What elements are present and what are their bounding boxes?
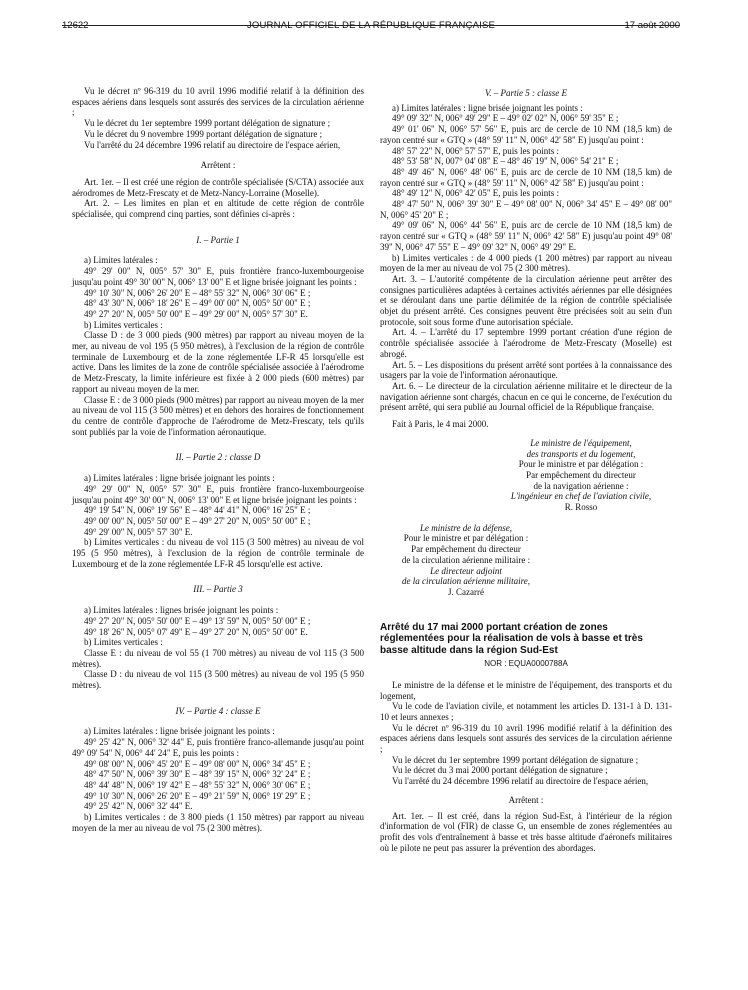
coordinate-line: 49° 01' 06" N, 006° 57' 56" E, puis arc de cercle de 10 NM (18,5 km) de rayon centré sur « GTQ » (48° 59' 11" N, 006° 42' 58" E) jusqu'au point : bbox=[380, 124, 672, 145]
coordinate-line: 49° 29' 00" N, 005° 57' 30" E. bbox=[84, 526, 193, 537]
section-heading: II. – Partie 2 : classe D bbox=[175, 452, 261, 463]
coordinate-line: 48° 49' 12" N, 006° 42' 05" E, puis les points : bbox=[392, 188, 560, 199]
coordinate-line: 48° 47' 50" N, 006° 39' 30" E – 48° 39' 15" N, 006° 32' 24" E ; bbox=[84, 769, 311, 780]
visa-paragraph: Vu le décret nº 96-319 du 10 avril 1996 modifié relatif à la définition des espaces aériens dans lesquels sont assurés des services de la circulation aérienne ; bbox=[380, 722, 672, 755]
subheading: a) Limites latérales : ligne brisée joignant les points : bbox=[392, 102, 583, 113]
page-number: 12622 bbox=[62, 20, 89, 31]
arretent-heading: Arrêtent : bbox=[200, 160, 236, 171]
body-paragraph: Classe D : du niveau de vol 115 (3 500 mètres) au niveau de vol 195 (5 950 mètres). bbox=[72, 669, 364, 691]
article-paragraph: Art. 1er. – Il est créé une région de contrôle spécialisée (S/CTA) associée aux aérodromes de Metz-Frescaty et de Metz-Nancy-Lorraine (Moselle). bbox=[72, 176, 364, 198]
coordinate-line: 49° 10' 30" N, 006° 26' 20" E – 49° 21' 59" N, 006° 19' 29" E ; bbox=[84, 790, 311, 801]
section-heading: III. – Partie 3 bbox=[193, 584, 243, 595]
signature-line: Par empêchement du directeur bbox=[411, 544, 521, 555]
signature-line: Pour le ministre et par délégation : bbox=[518, 459, 644, 470]
visa-paragraph: Le ministre de la défense et le ministre de l'équipement, des transports et du logement, bbox=[380, 679, 672, 701]
coordinate-line: 49° 09' 06" N, 006° 44' 56" E, puis arc de cercle de 10 NM (18,5 km) de rayon centré sur « GTQ » (48° 59' 11" N, 006° 42' 58" E) jusqu'au point 49° 08' 39" N, 006° 47' 55" E – 49° 09' 32" N, 006° 49' 29" E. bbox=[380, 220, 672, 252]
signature-block-defense bbox=[380, 523, 552, 598]
article-paragraph: Art. 2. – Les limites en plan et en altitude de cette région de contrôle spécialisée, qui comprend cinq parties, sont définies ci-après : bbox=[72, 198, 364, 220]
header-rule bbox=[62, 25, 680, 26]
visa-paragraph: Vu le décret du 3 mai 2000 portant délégation de signature ; bbox=[392, 765, 608, 776]
signature-line: Par empêchement du directeur bbox=[526, 469, 636, 480]
arretent-heading: Arrêtent : bbox=[508, 794, 544, 805]
signature-line: Pour le ministre et par délégation : bbox=[403, 533, 529, 544]
coordinate-line: 48° 53' 58" N, 007° 04' 08" E – 48° 46' 19" N, 006° 54' 21" E ; bbox=[392, 156, 619, 167]
page-header bbox=[62, 10, 680, 38]
visa-paragraph: Vu le décret du 9 novembre 1999 portant délégation de signature ; bbox=[84, 128, 323, 139]
body-paragraph: b) Limites verticales : de 3 800 pieds (1 150 mètres) par rapport au niveau moyen de la mer au niveau de vol 75 (2 300 mètres). bbox=[72, 812, 364, 833]
body-paragraph: Classe E : de 3 000 pieds (900 mètres) par rapport au niveau moyen de la mer au niveau de vol 115 (3 500 mètres) et en dehors des horaires de fonctionnement du centre de contrôle d'approche de l'aérodrome de Metz-Frescaty, tels qu'ils sont publiés par la voie de l'information aéronautique. bbox=[72, 394, 364, 437]
visa-paragraph: Vu le décret du 1er septembre 1999 portant délégation de signature ; bbox=[392, 754, 639, 765]
article-paragraph: Art. 5. – Les dispositions du présent arrêté sont portées à la connaissance des usagers par la voie de l'information aéronautique. bbox=[380, 359, 672, 381]
body-paragraph: Classe D : de 3 000 pieds (900 mètres) par rapport au niveau moyen de la mer, au niveau de vol 195 (5 950 mètres), à l'exclusion de la région de contrôle terminale de Luxembourg et de la zone réglementée LF-R 45 lorsqu'elle est active. Dans les limites de la zone de contrôle spécialisée associée à l'aérodrome de Metz-Frescaty, la limite inférieure est fixée à 2 000 pieds (600 mètres) par rapport au niveau moyen de la mer. bbox=[72, 330, 364, 394]
subheading: a) Limites latérales : lignes brisée joignant les points : bbox=[84, 605, 279, 616]
coordinate-line: 48° 57' 22" N, 006° 57' 57" E, puis les points : bbox=[392, 145, 560, 156]
signature-line: Le ministre de la défense, bbox=[420, 522, 512, 533]
subheading: b) Limites verticales : bbox=[84, 319, 163, 330]
publication-date: 17 août 2000 bbox=[624, 20, 680, 31]
visa-paragraph: Vu l'arrêté du 24 décembre 1996 relatif au directoire de l'espace aérien, bbox=[84, 139, 341, 150]
coordinate-line: 49° 25' 42" N, 006° 32' 44" E, puis frontière franco-allemande jusqu'au point 49° 09' 54" N, 006° 44' 24" E, puis les points : bbox=[72, 737, 364, 758]
signatory-name: R. Rosso bbox=[564, 502, 598, 513]
visa-paragraph: Vu l'arrêté du 24 décembre 1996 relatif au directoire de l'espace aérien, bbox=[392, 776, 649, 787]
visa-paragraph: Vu le décret du 1er septembre 1999 portant délégation de signature ; bbox=[84, 118, 331, 129]
body-paragraph: b) Limites verticales : du niveau de vol 115 (3 500 mètres) au niveau de vol 195 (5 950 mètres), à l'exclusion de la région de contrôle terminale de Luxembourg et de la zone réglementée LF-R 45 lorsqu'elle est active. bbox=[72, 537, 364, 569]
coordinate-line: 48° 47' 50" N, 006° 39' 30" E – 49° 08' 00" N, 006° 34' 45" E – 49° 08' 00" N, 006° 45' 20" E ; bbox=[380, 199, 672, 220]
signature-place-date: Fait à Paris, le 4 mai 2000. bbox=[392, 419, 489, 430]
coordinate-line: 49° 29' 00" N, 005° 57' 30" E, puis frontière franco-luxembourgeoise jusqu'au point 49° 30' 00" N, 006° 13' 00" E et ligne brisée joignant les points : bbox=[72, 483, 364, 505]
coordinate-line: 48° 44' 48" N, 006° 19' 42" E – 48° 55' 32" N, 006° 30' 06" E ; bbox=[84, 779, 311, 790]
visa-paragraph: Vu le décret nº 96-319 du 10 avril 1996 modifié relatif à la définition des espaces aériens dans lesquels sont assurés des services de la circulation aérienne ; bbox=[72, 86, 364, 118]
article-paragraph: Art. 4. – L'arrêté du 17 septembre 1999 portant création d'une région de contrôle spécialisée associée à l'aérodrome de Metz-Frescaty (Moselle) est abrogé. bbox=[380, 327, 672, 359]
article-paragraph: Art. 1er. – Il est créé, dans la région Sud-Est, à l'intérieur de la région d'information de vol (FIR) de classe G, un ensemble de zones réglementées au profit des vols d'entraînement à basse et très basse altitude d'aéronefs militaires où le pilote ne peut pas assurer la prévention des abordages. bbox=[380, 810, 672, 853]
subheading: a) Limites latérales : bbox=[84, 255, 158, 266]
coordinate-line: 49° 08' 00" N, 006° 45' 20" E – 49° 08' 00" N, 006° 34' 45" E ; bbox=[84, 758, 311, 769]
subheading: b) Limites verticales : bbox=[84, 637, 163, 648]
visa-paragraph: Vu le code de l'aviation civile, et notamment les articles D. 131-1 à D. 131-10 et leurs annexes ; bbox=[380, 701, 672, 722]
right-column bbox=[380, 88, 672, 853]
body-paragraph: Classe E : du niveau de vol 55 (1 700 mètres) au niveau de vol 115 (3 500 mètres). bbox=[72, 647, 364, 669]
signature-line: de la circulation aérienne militaire, bbox=[401, 576, 531, 587]
section-heading: V. – Partie 5 : classe E bbox=[484, 88, 568, 98]
signature-block-equipment bbox=[490, 438, 672, 513]
signature-line: Le ministre de l'équipement, bbox=[530, 437, 632, 448]
coordinate-line: 49° 10' 30" N, 006° 26' 20" E – 48° 55' 32" N, 006° 30' 06" E ; bbox=[84, 287, 311, 298]
coordinate-line: 49° 19' 54" N, 006° 19' 56" E – 48° 44' 41" N, 006° 16' 25" E ; bbox=[84, 505, 311, 516]
article-paragraph: Art. 3. – L'autorité compétente de la circulation aérienne peut arrêter des consignes particulières adaptées à certaines activités aériennes par elle désignées et se déroulant dans une partie délimitée de la région de contrôle spécialisée objet du présent arrêté. Ces consignes peuvent être précisées soit au sein d'un protocole, soit sous forme d'une autorisation spéciale. bbox=[380, 273, 672, 327]
signature-line: de la circulation aérienne militaire : bbox=[401, 554, 531, 565]
left-column bbox=[72, 86, 364, 833]
nor-reference: NOR : EQUA0000788A bbox=[484, 659, 568, 669]
coordinate-line: 48° 49' 46" N, 006° 48' 06" E, puis arc de cercle de 10 NM (18,5 km) de rayon centré sur « GTQ » (48° 59' 11" N, 006° 42' 58" E) jusqu'au point : bbox=[380, 166, 672, 188]
signatory-name: J. Cazarré bbox=[448, 586, 484, 597]
coordinate-line: 49° 27' 20" N, 005° 50' 00" E – 49° 13' 59" N, 005° 50' 00" E ; bbox=[84, 615, 311, 626]
article-paragraph: Art. 6. – Le directeur de la circulation aérienne militaire et le directeur de la navigation aérienne sont chargés, chacun en ce qui le concerne, de l'exécution du présent arrêté, qui sera publié au Journal officiel de la République française. bbox=[380, 380, 672, 413]
coordinate-line: 49° 27' 20" N, 005° 50' 00" E – 49° 29' 00" N, 005° 57' 30" E. bbox=[84, 308, 308, 319]
subheading: a) Limites latérales : ligne brisée joignant les points : bbox=[84, 726, 275, 737]
coordinate-line: 48° 43' 30" N, 006° 18' 26" E – 49° 00' 00" N, 005° 50' 00" E ; bbox=[84, 298, 311, 309]
section-heading: IV. – Partie 4 : classe E bbox=[175, 705, 261, 716]
journal-title: JOURNAL OFFICIEL DE LA RÉPUBLIQUE FRANÇAISE bbox=[246, 20, 496, 31]
subheading: a) Limites latérales : ligne brisée joignant les points : bbox=[84, 473, 275, 484]
coordinate-line: 49° 09' 32" N, 006° 49' 29" E – 49° 02' 02" N, 006° 59' 35" E ; bbox=[392, 113, 619, 124]
signature-line: des transports et du logement, bbox=[526, 448, 636, 459]
coordinate-line: 49° 00' 00" N, 005° 50' 00" E – 49° 27' 20" N, 005° 50' 00" E ; bbox=[84, 515, 311, 526]
body-paragraph: b) Limites verticales : de 4 000 pieds (1 200 mètres) par rapport au niveau moyen de la mer au niveau de vol 75 (2 300 mètres). bbox=[380, 252, 672, 274]
section-heading: I. – Partie 1 bbox=[196, 234, 240, 245]
signature-line: Le directeur adjoint bbox=[430, 565, 502, 576]
decree-title: Arrêté du 17 mai 2000 portant création de zones réglementées pour la réalisation de vols à basse et très basse altitude dans la région Sud-Est bbox=[380, 621, 643, 656]
signature-line: L'ingénieur en chef de l'aviation civile, bbox=[510, 491, 652, 502]
coordinate-line: 49° 18' 26" N, 005° 07' 49" E – 49° 27' 20" N, 005° 50' 00" E. bbox=[84, 626, 308, 637]
coordinate-line: 49° 25' 42" N, 006° 32' 44" E. bbox=[84, 801, 193, 812]
coordinate-line: 49° 29' 00" N, 005° 57' 30" E, puis frontière franco-luxembourgeoise jusqu'au point 49° 30' 00" N, 006° 13' 00" E et ligne brisée joignant les points : bbox=[72, 266, 364, 287]
signature-line: de la navigation aérienne : bbox=[533, 480, 629, 491]
